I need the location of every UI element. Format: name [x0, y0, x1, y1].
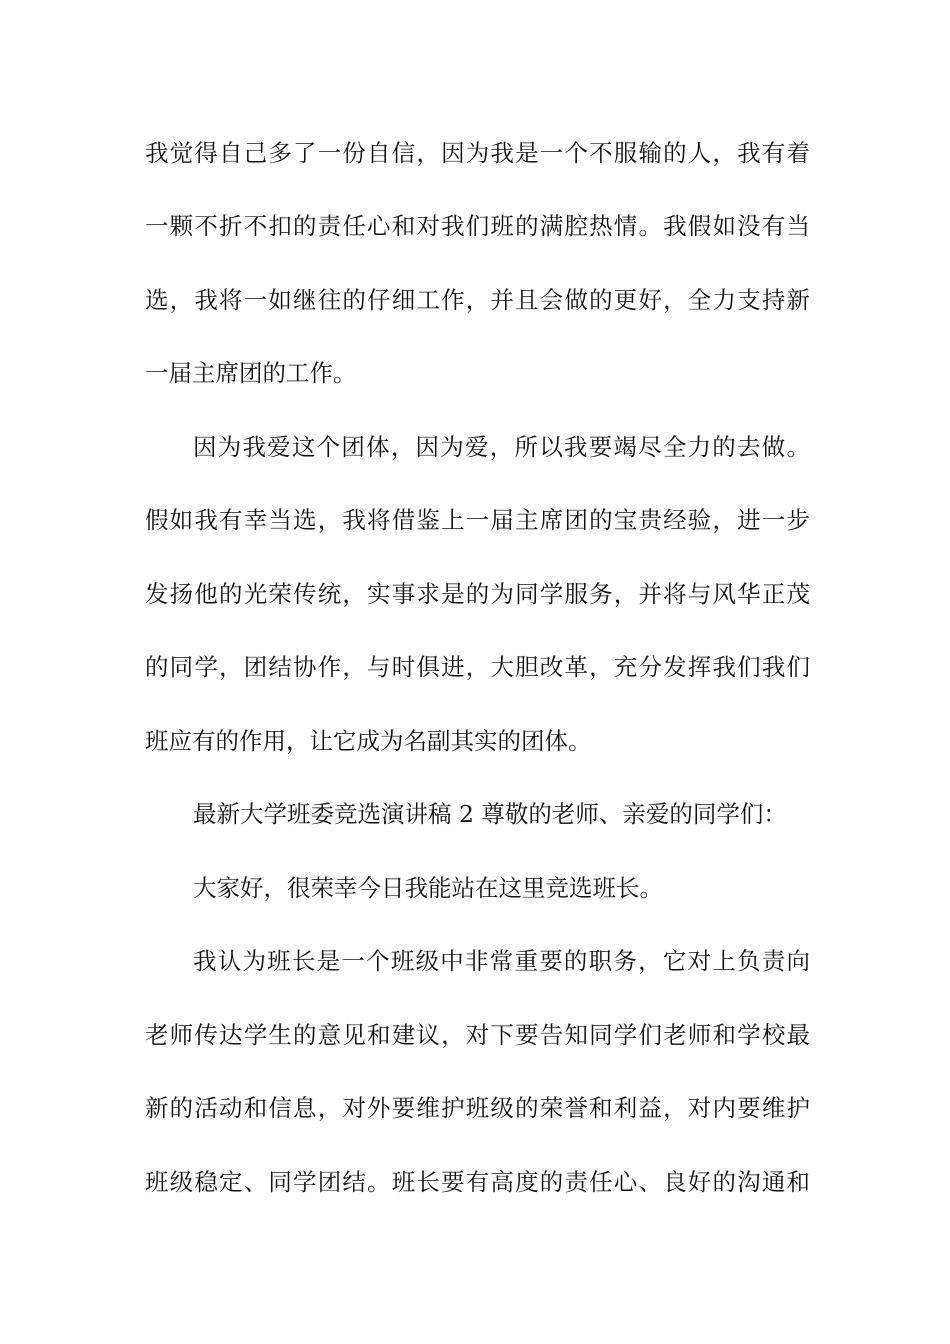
- text-line: 一颗不折不扣的责任心和对我们班的满腔热情。我假如没有当: [145, 212, 810, 240]
- text-line: 班应有的作用，让它成为名副其实的团体。: [145, 727, 592, 755]
- section-heading-line: 最新大学班委竞选演讲稿 2 尊敬的老师、亲爱的同学们：: [193, 800, 787, 828]
- text-line: 的同学，团结协作，与时俱进，大胆改革，充分发挥我们我们: [145, 653, 810, 681]
- text-line: 一届主席团的工作。: [145, 359, 357, 387]
- text-line: 发扬他的光荣传统，实事求是的为同学服务，并将与风华正茂: [145, 580, 810, 608]
- paragraph-first-line: 大家好，很荣幸今日我能站在这里竞选班长。: [193, 874, 663, 902]
- text-line: 新的活动和信息，对外要维护班级的荣誉和利益，对内要维护: [145, 1094, 810, 1122]
- text-line: 我觉得自己多了一份自信，因为我是一个不服输的人，我有着: [145, 139, 810, 167]
- text-line: 选，我将一如继往的仔细工作，并且会做的更好，全力支持新: [145, 286, 810, 314]
- text-line: 假如我有幸当选，我将借鉴上一届主席团的宝贵经验，进一步: [145, 506, 810, 534]
- paragraph-first-line: 因为我爱这个团体，因为爱，所以我要竭尽全力的去做。: [193, 433, 810, 461]
- text-line: 班级稳定、同学团结。班长要有高度的责任心、良好的沟通和: [145, 1168, 810, 1196]
- text-line: 老师传达学生的意见和建议，对下要告知同学们老师和学校最: [145, 1021, 810, 1049]
- paragraph-first-line: 我认为班长是一个班级中非常重要的职务，它对上负责向: [193, 947, 810, 975]
